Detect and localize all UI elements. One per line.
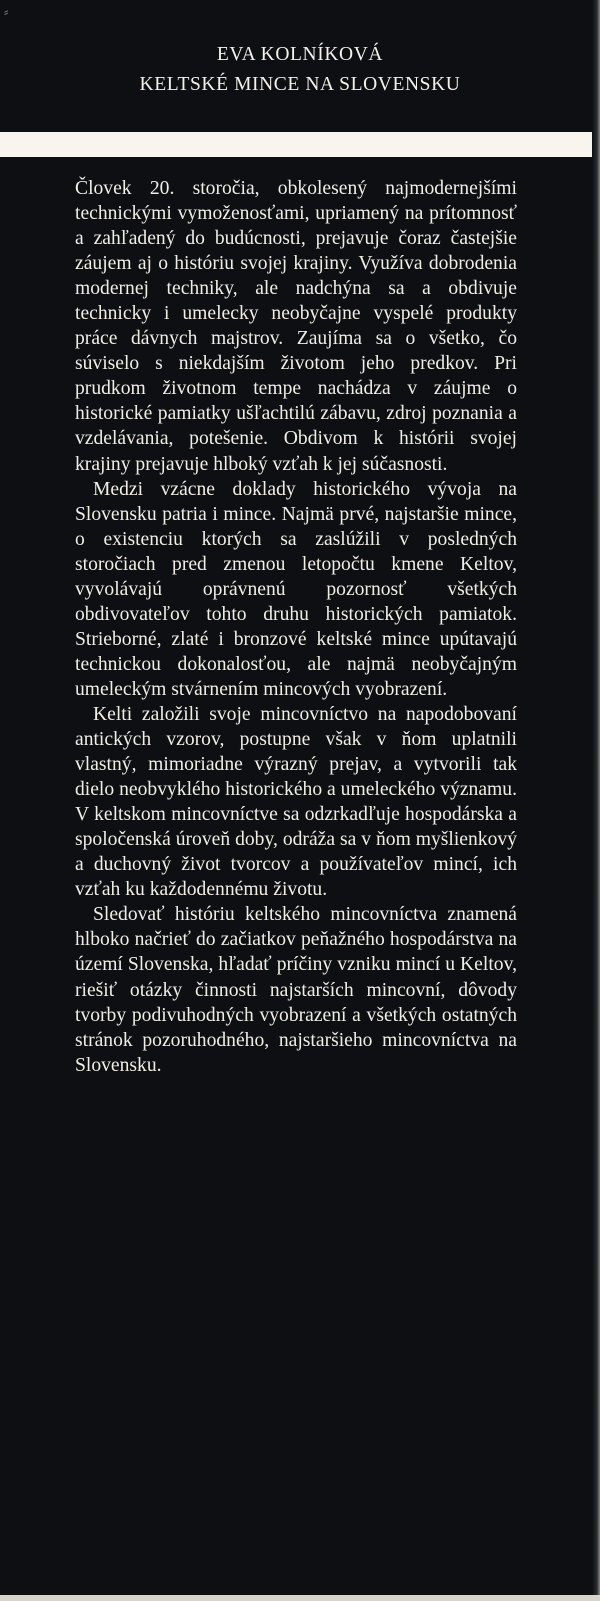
paragraph-2: Medzi vzácne doklady historického vývoja na Slovensku patria i mince. Najmä prvé, najstaršie mince, o existenciu ktorých sa zaslúžili v posledných storočiach pred zmenou letopočtu kmene Keltov, vyvolávajú oprávnenú pozornosť všetkých obdivovateľov tohto druhu historických pamiatok. Strieborné, zlaté i bronzové keltské mince upútavajú technickou dokonalosťou, ale najmä neobyčajným umeleckým stvárnením mincových vyobrazení. bbox=[75, 478, 517, 700]
cover-bottom-edge bbox=[0, 1595, 600, 1601]
scan-corner-mark: ⸗ bbox=[4, 5, 9, 20]
white-divider-stripe bbox=[0, 132, 600, 157]
cover-right-edge bbox=[592, 0, 600, 1601]
paragraph-4: Sledovať históriu keltského mincovníctva znamená hlboko načrieť do začiatkov peňažného hospodárstva na území Slovenska, hľadať príčiny vzniku mincí u Keltov, riešiť otázky činnosti najstarších mincovní, dôvody tvorby podivuhodných vyobrazení a všetkých ostatných stránok pozoruhodného, najstaršieho mincovníctva na Slovensku. bbox=[75, 904, 517, 1076]
book-title: KELTSKÉ MINCE NA SLOVENSKU bbox=[139, 74, 461, 95]
paragraph-3: Kelti založili svoje mincovníctvo na napodobovaní antických vzorov, postupne však v ňom uplatnili vlastný, mimoriadne výrazný prejav, a vytvorili tak dielo neobvyklého historického a umeleckého významu. V keltskom mincovníctve sa odzrkadľuje hospodárska a spoločenská úroveň doby, odráža sa v ňom myšlienkový a duchovný život tvorcov a používateľov mincí, ich vzťah ku každodennému životu. bbox=[75, 703, 517, 901]
cover-header bbox=[0, 40, 600, 100]
blurb-text bbox=[75, 176, 517, 1078]
author-name: EVA KOLNÍKOVÁ bbox=[216, 44, 384, 65]
paragraph-1: Človek 20. storočia, obkolesený najmodernejšími technickými vymoženosťami, upriamený na prítomnosť a zahľadený do budúcnosti, prejavuje čoraz častejšie záujem aj o históriu svojej krajiny. Využíva dobrodenia modernej techniky, ale nadchýna sa a obdivuje technicky i umelecky neobyčajne vyspelé produkty práce dávnych majstrov. Zaujíma sa o všetko, čo súviselo s niekdajším životom jeho predkov. Pri prudkom životnom tempe nachádza v záujme o historické pamiatky ušľachtilú zábavu, zdroj poznania a vzdelávania, potešenie. Obdivom k histórii svojej krajiny prejavuje hlboký vzťah k jej súčasnosti. bbox=[75, 178, 517, 475]
